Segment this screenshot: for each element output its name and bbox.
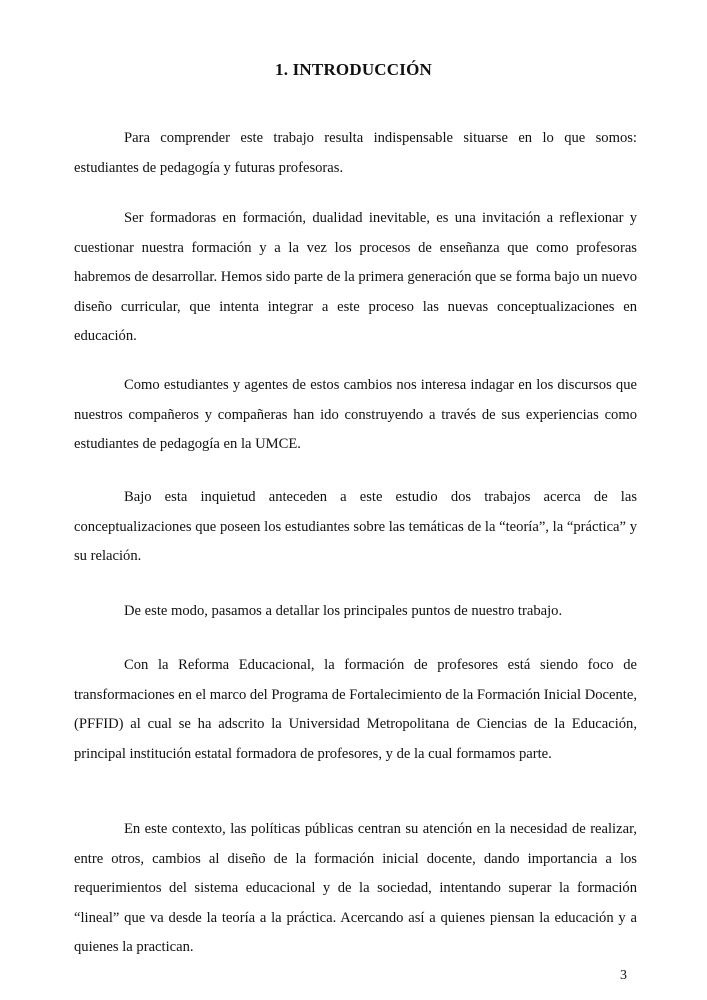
paragraph-1: Para comprender este trabajo resulta indispensable situarse en lo que somos: estudiantes de pedagogía y futuras profesoras. bbox=[74, 130, 637, 176]
paragraph-4: Bajo esta inquietud anteceden a este estudio dos trabajos acerca de las conceptualizaciones que poseen los estudiantes sobre las temáticas de la “teoría”, la “práctica” y su relación. bbox=[74, 489, 637, 564]
paragraph-2: Ser formadoras en formación, dualidad inevitable, es una invitación a reflexionar y cuestionar nuestra formación y a la vez los procesos de enseñanza que como profesoras habremos de desarrollar. Hemos sido parte de la primera generación que se forma bajo un nuevo diseño curricular, que intenta integrar a este proceso las nuevas conceptualizaciones en educación. bbox=[74, 210, 637, 344]
paragraph-7: En este contexto, las políticas públicas centran su atención en la necesidad de realizar, entre otros, cambios al diseño de la formación inicial docente, dando importancia a los requerimientos del sistema educacional y de la sociedad, intentando superar la formación “lineal” que va desde la teoría a la práctica. Acercando así a quienes piensan la educación y a quienes la practican. bbox=[74, 821, 637, 955]
section-title: 1. INTRODUCCIÓN bbox=[275, 60, 432, 79]
paragraph-3: Como estudiantes y agentes de estos cambios nos interesa indagar en los discursos que nuestros compañeros y compañeras han ido construyendo a través de sus experiencias como estudiantes de pedagogía en la UMCE. bbox=[74, 377, 637, 452]
paragraph-6: Con la Reforma Educacional, la formación de profesores está siendo foco de transformaciones en el marco del Programa de Fortalecimiento de la Formación Inicial Docente, (PFFID) al cual se ha adscrito la Universidad Metropolitana de Ciencias de la Educación, principal institución estatal formadora de profesores, y de la cual formamos parte. bbox=[74, 657, 637, 762]
paragraph-5: De este modo, pasamos a detallar los principales puntos de nuestro trabajo. bbox=[124, 603, 563, 619]
page-number: 3 bbox=[620, 968, 627, 983]
